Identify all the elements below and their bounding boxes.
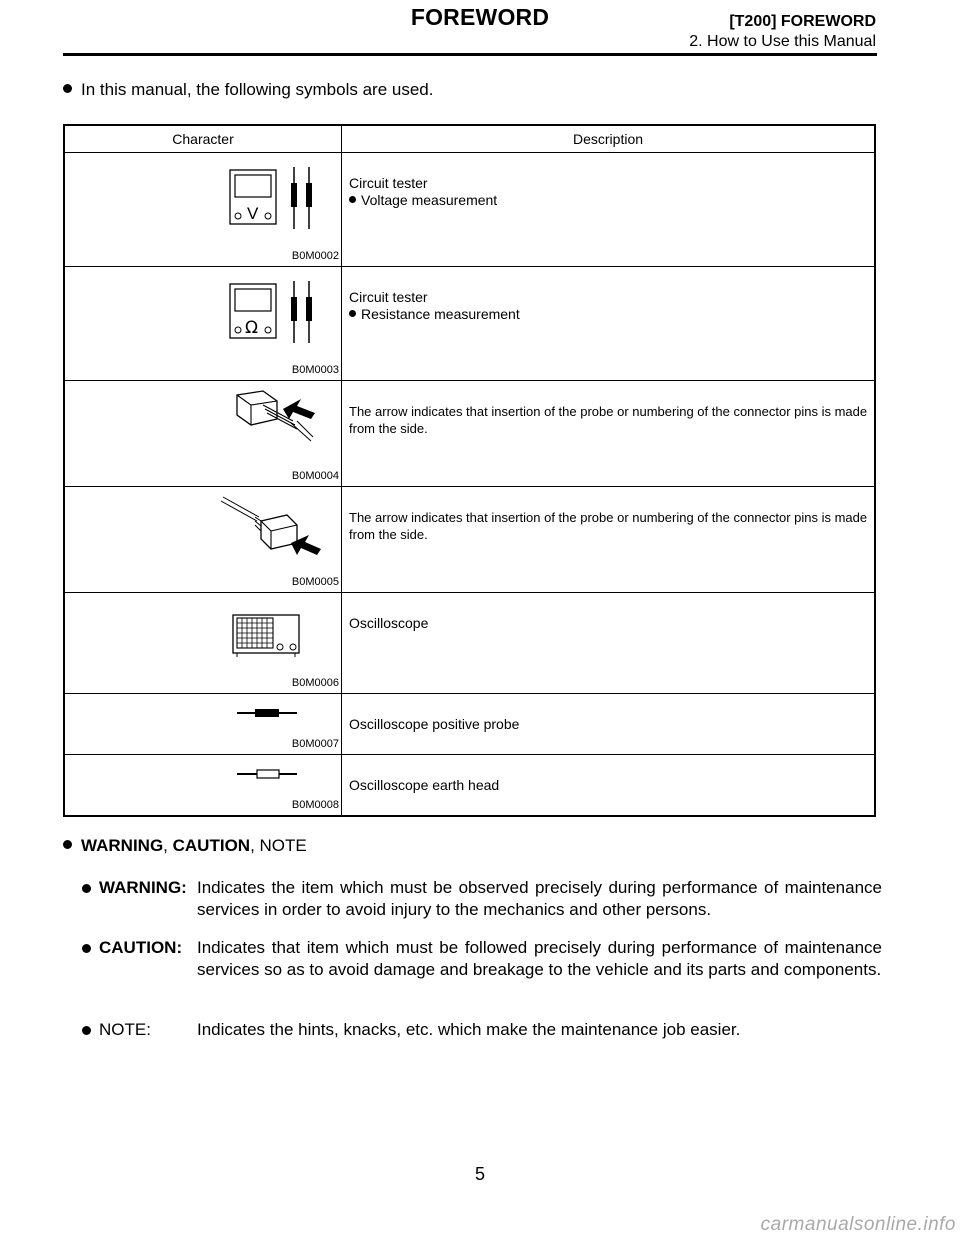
description-bullet: Resistance measurement bbox=[349, 306, 874, 323]
figure-code: B0M0008 bbox=[291, 798, 339, 811]
table-row bbox=[64, 593, 875, 694]
caution-definition bbox=[82, 937, 882, 981]
symbol-cell bbox=[64, 267, 342, 381]
header-rule bbox=[63, 53, 877, 56]
table-row bbox=[64, 487, 875, 593]
symbol-cell bbox=[64, 694, 342, 755]
watermark: carmanualsonline.info bbox=[760, 1214, 956, 1235]
figure-code: B0M0003 bbox=[291, 364, 339, 376]
table-header-row bbox=[64, 125, 875, 153]
symbol-cell bbox=[64, 755, 342, 816]
description-title: Circuit tester bbox=[349, 289, 428, 305]
figure-code: B0M0002 bbox=[291, 250, 339, 262]
page-header-title: FOREWORD bbox=[410, 4, 550, 30]
bullet-icon bbox=[63, 84, 72, 93]
description-cell: Oscilloscope earth head bbox=[342, 755, 876, 816]
intro-line bbox=[63, 80, 433, 100]
caution-label: CAUTION: bbox=[99, 938, 183, 957]
description-cell: The arrow indicates that insertion of the probe or numbering of the connector pins is made from the side. bbox=[342, 487, 876, 593]
table-row bbox=[64, 694, 875, 755]
note-label: NOTE: bbox=[99, 1020, 151, 1039]
symbol-cell bbox=[64, 153, 342, 267]
warning-definition bbox=[82, 877, 882, 921]
bullet-icon bbox=[349, 310, 356, 317]
note-text: Indicates the hints, knacks, etc. which make the maintenance job easier. bbox=[197, 1020, 741, 1039]
caution-text: Indicates that item which must be followed precisely during performance of maintenance services so as to avoid damage and breakage to the vehicle and its parts and components. bbox=[197, 938, 882, 979]
symbol-cell bbox=[64, 487, 342, 593]
table-row bbox=[64, 153, 875, 267]
symbols-table bbox=[63, 124, 876, 817]
figure-code: B0M0005 bbox=[291, 576, 339, 588]
figure-code: B0M0006 bbox=[291, 677, 339, 689]
meter-symbol: V bbox=[247, 204, 259, 223]
header-description: Description bbox=[342, 125, 876, 153]
figure-code: B0M0004 bbox=[291, 470, 339, 482]
page-number: 5 bbox=[474, 1164, 485, 1184]
description-cell: The arrow indicates that insertion of the probe or numbering of the connector pins is made from the side. bbox=[342, 381, 876, 487]
figure-code: B0M0007 bbox=[291, 738, 339, 750]
bullet-icon bbox=[63, 840, 72, 849]
note-definition bbox=[82, 1019, 882, 1041]
description-cell bbox=[342, 267, 876, 381]
description-cell: Oscilloscope positive probe bbox=[342, 694, 876, 755]
symbol-cell bbox=[64, 381, 342, 487]
warning-text: Indicates the item which must be observed precisely during performance of maintenance services in order to avoid injury to the mechanics and other persons. bbox=[197, 878, 882, 919]
section-subtitle: 2. How to Use this Manual bbox=[689, 33, 876, 50]
table-row bbox=[64, 755, 875, 816]
symbol-cell bbox=[64, 593, 342, 694]
description-bullet: Voltage measurement bbox=[349, 192, 874, 209]
bullet-icon bbox=[82, 1026, 91, 1035]
warning-label: WARNING: bbox=[99, 878, 187, 897]
table-row bbox=[64, 381, 875, 487]
description-cell: Oscilloscope bbox=[342, 593, 876, 694]
meter-symbol: Ω bbox=[245, 318, 258, 338]
description-title: Circuit tester bbox=[349, 175, 428, 191]
intro-text: In this manual, the following symbols are used. bbox=[81, 80, 434, 99]
table-row bbox=[64, 267, 875, 381]
bullet-icon bbox=[349, 196, 356, 203]
notes-heading: WARNING, CAUTION, NOTE bbox=[63, 835, 307, 857]
bullet-icon bbox=[82, 884, 91, 893]
bullet-icon bbox=[82, 944, 91, 953]
header-character: Character bbox=[64, 125, 342, 153]
description-cell bbox=[342, 153, 876, 267]
section-code: [T200] FOREWORD bbox=[729, 13, 876, 30]
